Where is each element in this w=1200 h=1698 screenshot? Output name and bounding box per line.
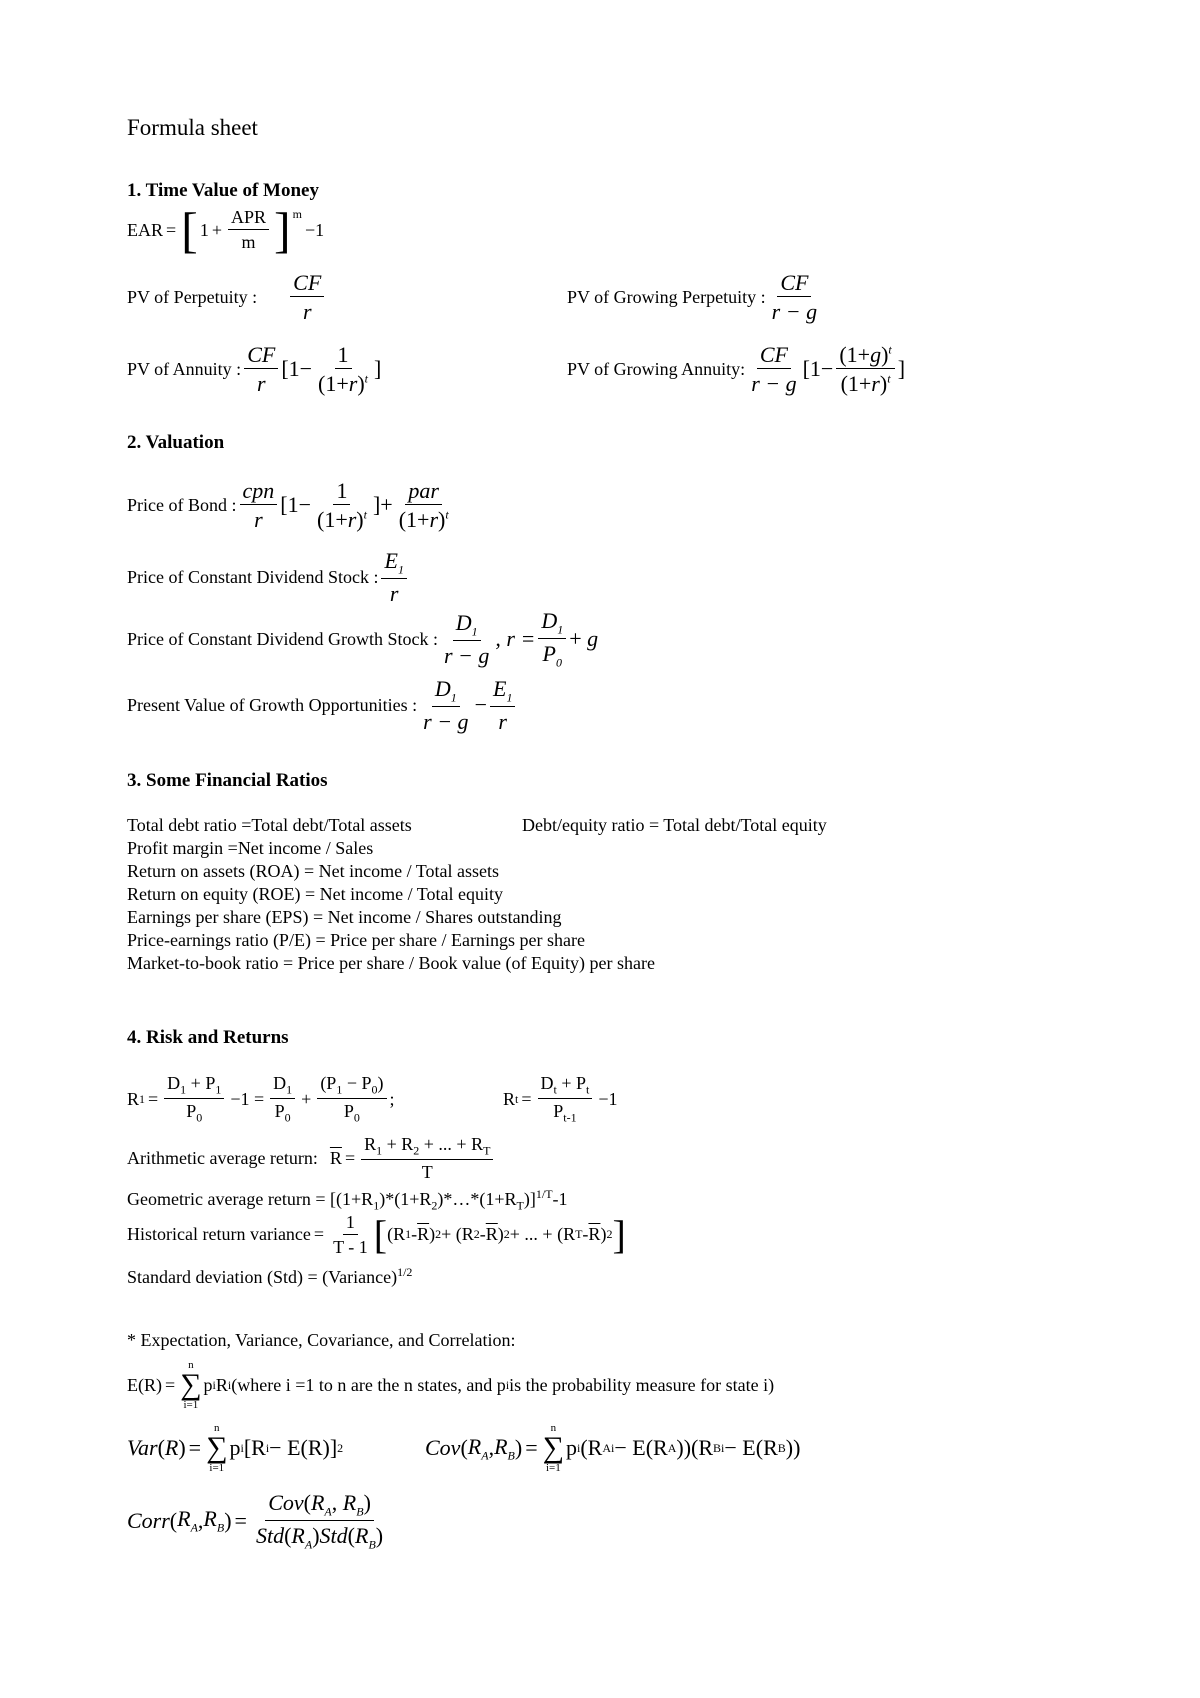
geometric-average-formula: Geometric average return = $[(1+R_1)*(1+R_2)*\dots*(1+R_T)]^{1/T}-1$ [127,1187,568,1213]
variance-formula: Var ( R ) = n ∑ i=1 p i [R i − E(R)] 2 [127,1422,344,1474]
pv-growing-perpetuity-formula: PV of Growing Perpetuity : $\frac{CF}{r - g}$ [567,270,818,325]
section-heading-risk-returns: 4. Risk and Returns [127,1027,289,1048]
pvgo-formula: Present Value of Growth Opportunities : $\frac{D_1}{r - g}$ − $\frac{E_1}{r}$ [127,676,518,734]
section-heading-time-value: 1. Time Value of Money [127,180,319,201]
return-r1-formula: R 1 = $\frac{D_1 + P_1}{P_0}$ −1 = $\frac{D_1}{P_0}$ + $\frac{(P_1 - P_0)}{P_0}$ ; [127,1073,395,1125]
ratio-profit-margin: Profit margin =Net income / Sales [127,838,374,858]
ear-formula: EAR = [ 1 + $\frac{\text{APR}}{m}$ ] $^m$ −1 [127,202,325,258]
standard-deviation-formula: Standard deviation (Std) = (Variance)$^{1/2}$ [127,1265,413,1287]
ratio-debt-equity: Debt/equity ratio = Total debt/Total equity [522,815,827,835]
pv-growing-annuity-formula: PV of Growing Annuity: $\frac{CF}{r - g}$ [1− $\frac{(1+g)^t}{(1+r)^t}$ ] [567,342,906,397]
constant-dividend-formula: Price of Constant Dividend Stock : $\frac{E_1}{r}$ [127,548,410,606]
ratio-roa: Return on assets (ROA) = Net income / Total assets [127,861,499,881]
ratio-roe: Return on equity (ROE) = Net income / Total equity [127,884,503,904]
arithmetic-average-formula: Arithmetic average return: $\overline{R}$ = $\frac{R_1 + R_2 + ... + R_T}{T}$ [127,1134,496,1183]
expectation-heading: * Expectation, Variance, Covariance, and Correlation: [127,1330,516,1350]
section-heading-valuation: 2. Valuation [127,432,225,453]
ratio-market-to-book: Market-to-book ratio = Price per share / Book value (of Equity) per share [127,953,655,973]
bond-price-formula: Price of Bond : $\frac{\text{cpn}}{r}$ [1− $\frac{1}{(1+r)^t}$ ]+ $\frac{\text{par}}{(1+r)^t}$ [127,478,449,533]
ratio-eps: Earnings per share (EPS) = Net income / Shares outstanding [127,907,562,927]
page-title: Formula sheet [127,115,258,140]
section-heading-ratios: 3. Some Financial Ratios [127,770,328,791]
correlation-formula: Corr ( $R_A$ , $R_B$ ) = $\frac{Cov(R_A, R_B)}{Std(R_A)Std(R_B)}$ [127,1490,384,1552]
ratio-pe: Price-earnings ratio (P/E) = Price per share / Earnings per share [127,930,585,950]
covariance-formula: Cov ( $R_A$ , $R_B$ ) = n ∑ i=1 p i (R Ai − E(R A ))(R Bi − E(R B )) [425,1422,801,1474]
historical-variance-formula: Historical return variance = $\frac{1}{T - 1}$ [ (R 1 - $\overline{R}$ ) 2 + (R 2 - $\overline{R}$ ) 2 + ... + (R T - $\overline{R}$ ) 2 ] [127,1211,626,1257]
ratio-total-debt: Total debt ratio =Total debt/Total assets [127,815,412,835]
constant-growth-formula: Price of Constant Dividend Growth Stock : $\frac{D_1}{r - g}$ , r = $\frac{D_1}{P_0}$ + g [127,608,599,670]
pv-perpetuity-formula: PV of Perpetuity : $\frac{CF}{r}$ [127,270,327,325]
return-rt-formula: R t = $\frac{D_t + P_t}{P_{t-1}}$ −1 [503,1073,618,1125]
expected-return-formula: E(R) = n ∑ i=1 p i R i (where i =1 to n are the n states, and p i is the probability measure for state i) [127,1359,775,1411]
pv-annuity-formula: PV of Annuity : $\frac{CF}{r}$ [1− $\frac{1}{(1+r)^t}$ ] [127,342,382,397]
